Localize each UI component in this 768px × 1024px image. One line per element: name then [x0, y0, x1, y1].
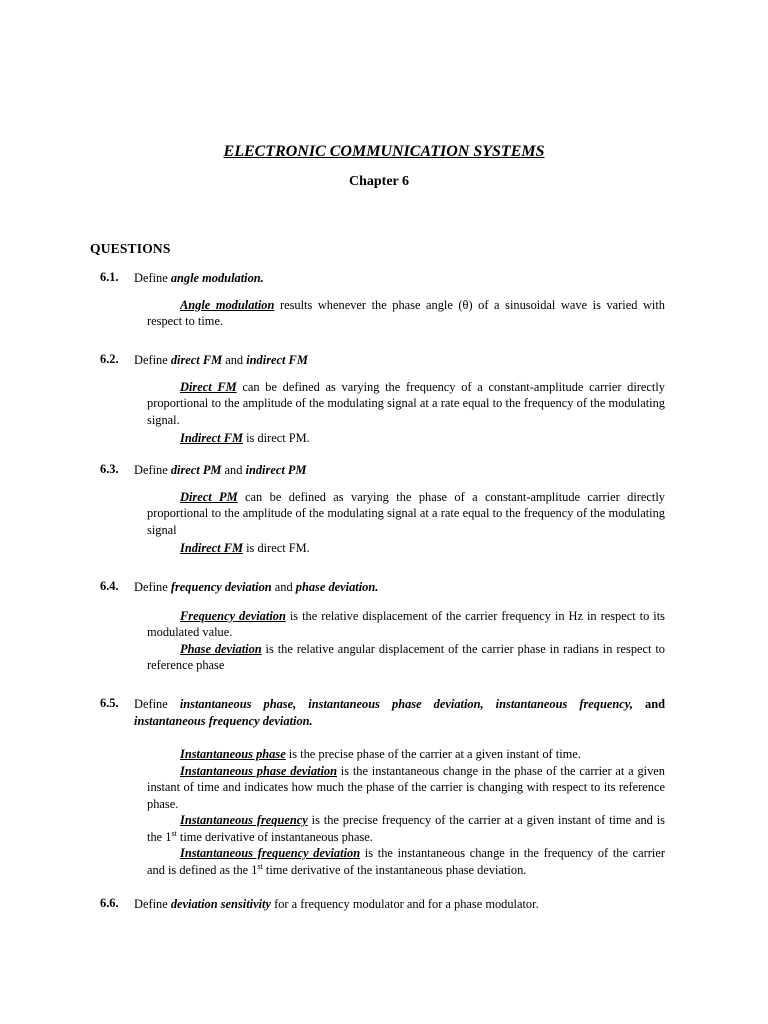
answer-paragraph: [147, 540, 665, 557]
answer-paragraph: [147, 812, 665, 845]
conjunction: and: [225, 353, 244, 367]
document-title: ELECTRONIC COMMUNICATION SYSTEMS: [223, 143, 545, 160]
question-6-3: [100, 462, 665, 557]
answer-text: is direct FM.: [243, 541, 310, 555]
answer-paragraph: [147, 641, 665, 674]
define-word: Define: [134, 353, 168, 367]
answer-paragraph: [147, 430, 665, 447]
answer: [147, 489, 665, 557]
answer-term: Instantaneous phase deviation: [180, 763, 337, 778]
answer: [147, 608, 665, 674]
question-number: 6.3.: [100, 462, 119, 476]
superscript: st: [257, 861, 263, 871]
answer-paragraph: [147, 379, 665, 429]
question-text: [134, 896, 665, 913]
question-rest: for a frequency modulator and for a phase modulator.: [270, 897, 539, 911]
answer-term: Angle modulation: [180, 297, 275, 312]
conjunction: and: [224, 463, 243, 477]
answer-text: is direct PM.: [243, 431, 310, 445]
question-6-5: [100, 696, 665, 878]
conjunction: and: [274, 580, 293, 594]
question-term: frequency deviation: [170, 580, 272, 594]
answer-term: Direct FM: [180, 379, 237, 394]
answer-text: results whenever the phase angle (θ) of a sinusoidal wave is varied with respect to time.: [147, 297, 665, 328]
question-text: [134, 462, 665, 479]
answer: [147, 746, 665, 878]
question-6-2: [100, 352, 665, 447]
answer-term: Indirect FM: [180, 431, 243, 445]
answer-term: Phase deviation: [180, 641, 262, 656]
answer-text: time derivative of the instantaneous phase deviation.: [262, 862, 527, 877]
question-term: direct PM: [170, 463, 222, 477]
answer-text: is the relative displacement of the carrier frequency in Hz in respect to its modulated value.: [147, 608, 665, 639]
question-number: 6.6.: [100, 896, 119, 910]
answer-paragraph: [147, 608, 665, 641]
answer-text: is the precise phase of the carrier at a given instant of time.: [285, 747, 581, 761]
answer-term: Indirect FM: [180, 541, 243, 555]
answer-text: is the instantaneous change in the phase of the carrier at a given instant of time and indicates how much the phase of the carrier is changing with respect to its reference phase.: [147, 763, 665, 811]
answer-term: Frequency deviation: [180, 608, 286, 623]
question-term: indirect PM: [245, 463, 307, 477]
question-term: instantaneous frequency deviation.: [134, 713, 313, 728]
answer-text: can be defined as varying the frequency of a constant-amplitude carrier directly proportional to the amplitude of the modulating signal at a rate equal to the frequency of the modulating signal.: [147, 379, 665, 427]
conjunction: and: [645, 697, 666, 711]
question-term: direct FM: [170, 353, 223, 367]
question-number: 6.4.: [100, 579, 119, 593]
question-term: deviation sensitivity: [170, 897, 271, 911]
answer-term: Instantaneous frequency deviation: [180, 846, 361, 860]
answer-paragraph: [147, 297, 665, 330]
chapter-heading: Chapter 6: [348, 174, 410, 189]
question-terms: instantaneous phase, instantaneous phase deviation, instantaneous frequency,: [179, 697, 633, 711]
question-text: [134, 579, 665, 596]
question-6-6: [100, 896, 665, 913]
answer-paragraph: [147, 845, 665, 878]
superscript: st: [171, 828, 177, 838]
answer-paragraph: [147, 746, 665, 763]
question-number: 6.1.: [100, 270, 119, 284]
question-6-4: [100, 579, 665, 674]
define-word: Define: [134, 897, 168, 911]
answer-term: Direct PM: [180, 489, 238, 504]
answer-text: is the precise frequency of the carrier at a given instant of time and is the 1: [147, 813, 665, 844]
answer-term: Instantaneous frequency: [180, 813, 308, 827]
question-term: angle modulation.: [170, 271, 264, 285]
answer: [147, 297, 665, 330]
define-word: Define: [134, 580, 168, 594]
question-number: 6.5.: [100, 696, 119, 710]
question-6-1: [100, 270, 665, 330]
define-word: Define: [134, 463, 168, 477]
question-text: [134, 352, 665, 369]
question-text: [134, 270, 665, 287]
answer-paragraph: [147, 763, 665, 813]
answer-text: is the instantaneous change in the frequency of the carrier and is defined as the 1: [147, 846, 665, 877]
question-text: [134, 696, 665, 729]
questions-heading: QUESTIONS: [90, 241, 171, 256]
answer-text: is the relative angular displacement of the carrier phase in radians in respect to reference phase: [147, 641, 665, 672]
answer: [147, 379, 665, 447]
answer-paragraph: [147, 489, 665, 539]
question-number: 6.2.: [100, 352, 119, 366]
answer-text: can be defined as varying the phase of a constant-amplitude carrier directly proportional to the amplitude of the modulating signal at a rate equal to the frequency of the modulating signal: [147, 489, 665, 537]
define-word: Define: [134, 697, 168, 711]
define-word: Define: [134, 271, 168, 285]
answer-term: Instantaneous phase: [180, 747, 286, 761]
answer-text: time derivative of instantaneous phase.: [176, 829, 373, 844]
question-term: phase deviation.: [295, 580, 379, 594]
question-term: indirect FM: [246, 353, 308, 367]
